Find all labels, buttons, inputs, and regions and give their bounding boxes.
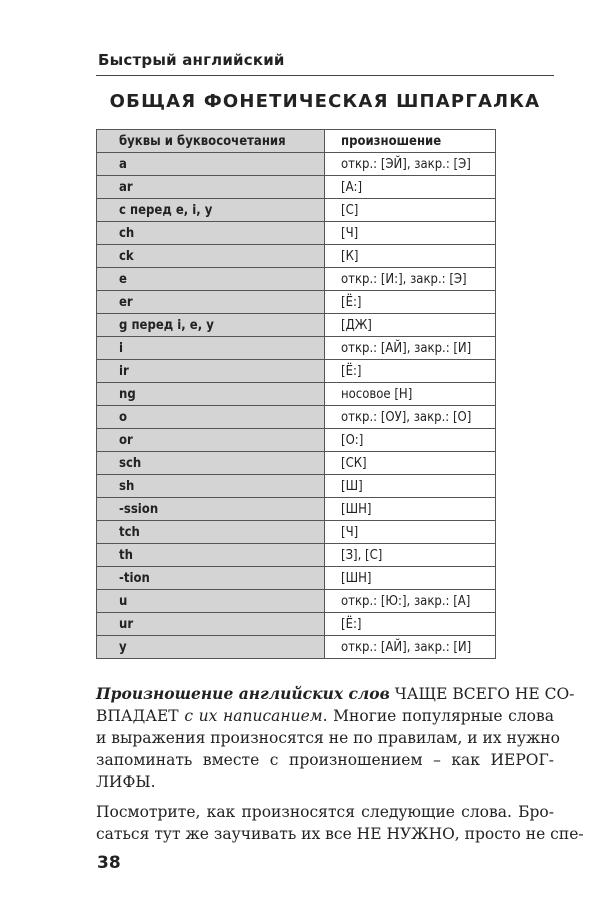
phonetics-table: [96, 129, 496, 659]
letters-cell: tch: [97, 521, 325, 544]
table-row: [97, 636, 496, 659]
table-row: [97, 544, 496, 567]
pronunciation-cell: [Ч]: [325, 222, 496, 245]
pronunciation-cell: откр.: [АЙ], закр.: [И]: [325, 636, 496, 659]
paragraph-look: [96, 801, 584, 845]
pronunciation-cell: [А:]: [325, 176, 496, 199]
table-row: [97, 291, 496, 314]
text-run: . Многие популярные слова: [322, 707, 554, 725]
letters-cell: -tion: [97, 567, 325, 590]
table-row: [97, 429, 496, 452]
letters-cell: i: [97, 337, 325, 360]
table-row: [97, 613, 496, 636]
pronunciation-cell: откр.: [ЭЙ], закр.: [Э]: [325, 153, 496, 176]
pronunciation-cell: [СК]: [325, 452, 496, 475]
letters-cell: ur: [97, 613, 325, 636]
letters-cell: o: [97, 406, 325, 429]
letters-cell: ck: [97, 245, 325, 268]
paragraph-line: [96, 705, 554, 727]
running-header: Быстрый английский: [98, 51, 285, 69]
paragraph-line: запоминать вместе с произношением – как ИЕРОГ-: [96, 751, 554, 769]
letters-cell: g перед i, e, y: [97, 314, 325, 337]
table-row: [97, 521, 496, 544]
table-row: [97, 406, 496, 429]
pronunciation-cell: [З], [С]: [325, 544, 496, 567]
table-row: [97, 314, 496, 337]
table-row: [97, 245, 496, 268]
letters-cell: c перед e, i, y: [97, 199, 325, 222]
letters-cell: ar: [97, 176, 325, 199]
text-run: ВПАДАЕТ: [96, 707, 185, 725]
paragraph-line: Посмотрите, как произносятся следующие слова. Бро-: [96, 803, 554, 821]
letters-cell: ng: [97, 383, 325, 406]
pronunciation-cell: [ДЖ]: [325, 314, 496, 337]
table-row: [97, 590, 496, 613]
pronunciation-cell: [О:]: [325, 429, 496, 452]
paragraph-line: и выражения произносятся не по правилам, и их нужно: [96, 729, 560, 747]
pronunciation-cell: [Ш]: [325, 475, 496, 498]
pronunciation-cell: откр.: [И:], закр.: [Э]: [325, 268, 496, 291]
letters-cell: e: [97, 268, 325, 291]
letters-cell: u: [97, 590, 325, 613]
letters-cell: th: [97, 544, 325, 567]
table-row: [97, 268, 496, 291]
pronunciation-cell: [ШН]: [325, 498, 496, 521]
page-number: 38: [97, 853, 121, 873]
emphasis-text: с их написанием: [184, 707, 323, 725]
emphasis-text: Произношение английских слов: [96, 684, 390, 703]
letters-cell: a: [97, 153, 325, 176]
header-rule: [96, 75, 554, 76]
letters-cell: ir: [97, 360, 325, 383]
paragraph-line: саться тут же заучивать их все НЕ НУЖНО, просто не спе-: [96, 825, 584, 843]
table-row: [97, 475, 496, 498]
table-row: [97, 383, 496, 406]
letters-cell: sch: [97, 452, 325, 475]
pronunciation-cell: откр.: [Ю:], закр.: [А]: [325, 590, 496, 613]
page-title: ОБЩАЯ ФОНЕТИЧЕСКАЯ ШПАРГАЛКА: [109, 91, 541, 112]
paragraph-pronunciation: [96, 683, 575, 793]
letters-cell: y: [97, 636, 325, 659]
table-row: [97, 222, 496, 245]
table-row: [97, 452, 496, 475]
pronunciation-cell: носовое [Н]: [325, 383, 496, 406]
pronunciation-cell: [Ё:]: [325, 291, 496, 314]
pronunciation-cell: [Ё:]: [325, 360, 496, 383]
table-body: [97, 153, 496, 659]
letters-cell: ch: [97, 222, 325, 245]
table-row: [97, 360, 496, 383]
pronunciation-cell: [С]: [325, 199, 496, 222]
column-header-pronunciation: произношение: [325, 130, 496, 153]
text-run: ЧАЩЕ ВСЕГО НЕ СО-: [389, 685, 575, 703]
pronunciation-cell: [Ч]: [325, 521, 496, 544]
paragraph-line: [96, 683, 575, 705]
column-header-letters: буквы и буквосочетания: [97, 130, 325, 153]
table-row: [97, 176, 496, 199]
table-header-row: [97, 130, 496, 153]
table-row: [97, 567, 496, 590]
letters-cell: er: [97, 291, 325, 314]
table-row: [97, 153, 496, 176]
letters-cell: -ssion: [97, 498, 325, 521]
table-row: [97, 199, 496, 222]
paragraph-line: ЛИФЫ.: [96, 773, 156, 791]
pronunciation-cell: откр.: [АЙ], закр.: [И]: [325, 337, 496, 360]
table-row: [97, 498, 496, 521]
letters-cell: sh: [97, 475, 325, 498]
pronunciation-cell: откр.: [ОУ], закр.: [О]: [325, 406, 496, 429]
table-row: [97, 337, 496, 360]
pronunciation-cell: [ШН]: [325, 567, 496, 590]
pronunciation-cell: [Ё:]: [325, 613, 496, 636]
pronunciation-cell: [К]: [325, 245, 496, 268]
letters-cell: or: [97, 429, 325, 452]
